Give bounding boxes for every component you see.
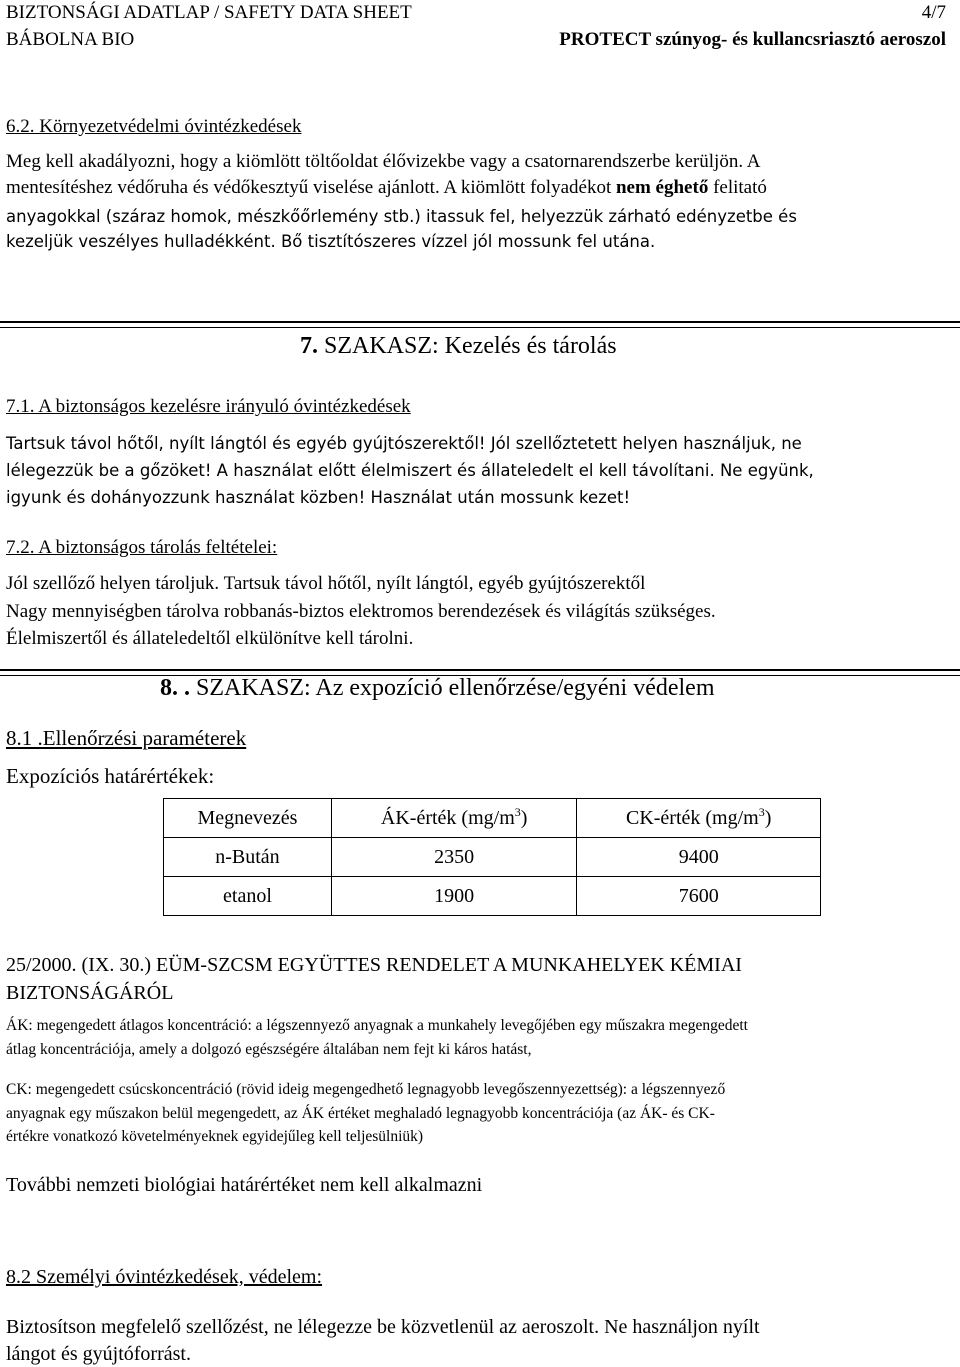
s71-line2: lélegezzük be a gőzöket! A használat előtt élelmiszert és állateledelt el kell távolítani. Ne együnk, xyxy=(6,461,814,480)
s62-line2: mentesítéshez védőruha és védőkesztyű viselése ajánlott. A kiömlött folyadékot nem éghető felitató xyxy=(6,177,767,198)
s62-line3: anyagokkal (száraz homok, mészkőőrlemény stb.) itassuk fel, helyezzük zárható edényzetbe és xyxy=(6,207,797,226)
page-number: 4/7 xyxy=(921,2,946,23)
emphasis-non-flammable: nem éghető xyxy=(615,177,709,198)
s72-line1: Jól szellőző helyen tároljuk. Tartsuk távol hőtől, nyílt lángtól, egyéb gyújtószerektől xyxy=(6,573,646,594)
ck-definition-line1: CK: megengedett csúcskoncentráció (rövid ideig megengedhető legnagyobb levegőszennyezettség): a légszennyező xyxy=(6,1081,726,1098)
regulation-line1: 25/2000. (IX. 30.) EÜM-SZCSM EGYÜTTES RENDELET A MUNKAHELYEK KÉMIAI xyxy=(6,954,742,976)
table-row xyxy=(164,838,821,877)
s72-line3: Élelmiszertől és állateledeltől elkülönítve kell tárolni. xyxy=(6,628,414,649)
exposure-limits-table xyxy=(163,798,821,916)
s82-line1: Biztosítson megfelelő szellőzést, ne lélegezze be közvetlenül az aeroszolt. Ne használjon nyílt xyxy=(6,1316,760,1338)
section-divider xyxy=(0,321,960,323)
section-8-2-heading: 8.2 Személyi óvintézkedések, védelem: xyxy=(6,1266,323,1288)
table-header-cell: Megnevezés xyxy=(164,799,332,838)
no-biological-limits: További nemzeti biológiai határértéket nem kell alkalmazni xyxy=(6,1174,483,1196)
section-7-1-heading: 7.1. A biztonságos kezelésre irányuló óvintézkedések xyxy=(6,396,411,417)
ck-definition-line2: anyagnak egy műszakon belül megengedett, az ÁK értéket meghaladó legnagyobb koncentrációja (az ÁK- és CK- xyxy=(6,1105,715,1122)
ck-definition-line3: értékre vonatkozó követelményeknek egyidejűleg kell teljesülniük) xyxy=(6,1128,424,1145)
table-row xyxy=(164,877,821,916)
s71-line3: igyunk és dohányozzunk használat közben! Használat után mossunk kezet! xyxy=(6,488,631,507)
table-cell: 2350 xyxy=(331,838,576,877)
section-7-2-heading: 7.2. A biztonságos tárolás feltételei: xyxy=(6,537,278,558)
table-header-row xyxy=(164,799,821,838)
exposure-limits-label: Expozíciós határértékek: xyxy=(6,764,215,788)
regulation-line2: BIZTONSÁGÁRÓL xyxy=(6,982,174,1004)
table-header-cell: CK-érték $(mg/m^3)$ xyxy=(577,799,821,838)
table-cell: 7600 xyxy=(577,877,821,916)
section-6-2-heading: 6.2. Környezetvédelmi óvintézkedések xyxy=(6,116,302,137)
table-header-cell: ÁK-érték $(mg/m^3)$ xyxy=(331,799,576,838)
ak-definition-line1: ÁK: megengedett átlagos koncentráció: a légszennyező anyagnak a munkahely levegőjében egy műszakra megengedett xyxy=(6,1017,748,1034)
table-cell: 1900 xyxy=(331,877,576,916)
s82-line2: lángot és gyújtóforrást. xyxy=(6,1343,191,1365)
product-name: PROTECT szúnyog- és kullancsriasztó aeroszol xyxy=(559,29,946,50)
table-cell: etanol xyxy=(164,877,332,916)
section-divider xyxy=(0,669,960,671)
header-title: BIZTONSÁGI ADATLAP / SAFETY DATA SHEET xyxy=(6,2,412,23)
s71-line1: Tartsuk távol hőtől, nyílt lángtól és egyéb gyújtószerektől! Jól szellőztetett helyen használjuk, ne xyxy=(6,434,802,453)
s62-line1: Meg kell akadályozni, hogy a kiömlött töltőoldat élővizekbe vagy a csatornarendszerbe kerüljön. A xyxy=(6,151,761,172)
table-cell: 9400 xyxy=(577,838,821,877)
company-name: BÁBOLNA BIO xyxy=(6,29,135,50)
section-8-1-heading: 8.1 .Ellenőrzési paraméterek xyxy=(6,726,247,750)
section-7-title: 7. SZAKASZ: Kezelés és tárolás xyxy=(300,333,617,359)
section-8-title: 8. . SZAKASZ: Az expozíció ellenőrzése/egyéni védelem xyxy=(160,675,715,701)
ak-definition-line2: átlag koncentrációja, amely a dolgozó egészségére általában nem fejt ki káros hatást, xyxy=(6,1041,532,1058)
s72-line2: Nagy mennyiségben tárolva robbanás-biztos elektromos berendezések és világítás szükséges. xyxy=(6,601,716,622)
section-divider-thin xyxy=(0,327,960,328)
s62-line4: kezeljük veszélyes hulladékként. Bő tisztítószeres vízzel jól mossunk fel utána. xyxy=(6,232,656,251)
table-cell: n-Bután xyxy=(164,838,332,877)
